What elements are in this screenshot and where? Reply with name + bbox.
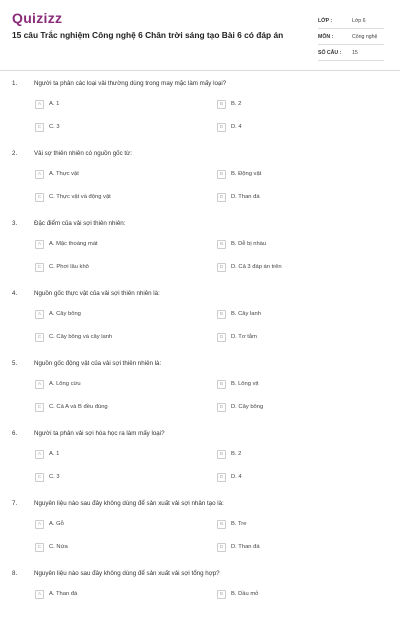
question-text: Người ta phân các loại vải thường dùng trong may mặc làm mấy loại? bbox=[34, 80, 227, 87]
option-c[interactable] bbox=[35, 542, 68, 552]
option-text: B. Động vật bbox=[231, 171, 262, 177]
option-letter-box[interactable]: B bbox=[217, 170, 226, 179]
option-letter-box[interactable]: D bbox=[217, 333, 226, 342]
option-text: C. Cả A và B đều đúng bbox=[49, 404, 108, 410]
option-b[interactable] bbox=[217, 169, 261, 179]
option-letter-box[interactable]: D bbox=[217, 123, 226, 132]
option-c[interactable] bbox=[35, 402, 108, 412]
option-text: D. Cả 3 đáp án trên bbox=[231, 264, 282, 270]
question-number: 3. bbox=[12, 220, 18, 227]
option-letter-box[interactable]: B bbox=[217, 520, 226, 529]
question-text: Nguồn gốc động vật của vải sợi thiên nhiên là: bbox=[34, 360, 162, 367]
option-d[interactable] bbox=[217, 542, 260, 552]
option-letter-box[interactable]: C bbox=[35, 263, 44, 272]
option-letter-box[interactable]: A bbox=[35, 100, 44, 109]
option-text: A. Gỗ bbox=[49, 521, 64, 527]
worksheet-header bbox=[0, 0, 400, 70]
option-letter-box[interactable]: B bbox=[217, 240, 226, 249]
option-c[interactable] bbox=[35, 472, 60, 482]
option-c[interactable] bbox=[35, 332, 112, 342]
question-number: 5. bbox=[12, 360, 18, 367]
option-b[interactable] bbox=[217, 379, 258, 389]
option-letter-box[interactable]: B bbox=[217, 310, 226, 319]
option-letter-box[interactable]: B bbox=[217, 450, 226, 459]
question-text: Vải sợ thiên nhiên có nguồn gốc từ: bbox=[34, 150, 132, 157]
option-b[interactable] bbox=[217, 589, 258, 599]
option-letter-box[interactable]: A bbox=[35, 240, 44, 249]
option-text: A. Mặc thoáng mát bbox=[49, 241, 98, 247]
option-letter-box[interactable]: D bbox=[217, 193, 226, 202]
question-3 bbox=[0, 220, 400, 290]
meta-key: MÔN : bbox=[318, 33, 334, 40]
option-letter-box[interactable]: C bbox=[35, 123, 44, 132]
option-letter-box[interactable]: A bbox=[35, 590, 44, 599]
option-d[interactable] bbox=[217, 472, 242, 482]
meta-row-count bbox=[318, 45, 384, 61]
meta-key: LỚP : bbox=[318, 17, 333, 24]
question-2 bbox=[0, 150, 400, 220]
option-letter-box[interactable]: A bbox=[35, 310, 44, 319]
option-letter-box[interactable]: D bbox=[217, 473, 226, 482]
option-letter-box[interactable]: A bbox=[35, 520, 44, 529]
option-text: A. Lông cừu bbox=[49, 381, 81, 387]
option-a[interactable] bbox=[35, 449, 59, 459]
option-b[interactable] bbox=[217, 99, 241, 109]
question-text: Nguồn gốc thực vật của vải sợi thiên nhiên là: bbox=[34, 290, 160, 297]
question-4 bbox=[0, 290, 400, 360]
header-divider bbox=[0, 70, 400, 71]
option-letter-box[interactable]: D bbox=[217, 543, 226, 552]
option-text: A. Cây bông bbox=[49, 311, 81, 317]
option-letter-box[interactable]: D bbox=[217, 403, 226, 412]
meta-row-class bbox=[318, 13, 384, 29]
option-b[interactable] bbox=[217, 519, 246, 529]
option-c[interactable] bbox=[35, 122, 60, 132]
option-text: C. 3 bbox=[49, 474, 60, 480]
option-text: B. Lông vịt bbox=[231, 381, 259, 387]
option-text: C. 3 bbox=[49, 124, 60, 130]
option-text: A. Thực vật bbox=[49, 171, 79, 177]
option-letter-box[interactable]: C bbox=[35, 333, 44, 342]
option-text: C. Cây bông và cây lanh bbox=[49, 334, 113, 340]
question-number: 8. bbox=[12, 570, 18, 577]
option-a[interactable] bbox=[35, 239, 98, 249]
option-letter-box[interactable]: C bbox=[35, 193, 44, 202]
option-text: B. Dầu mỏ bbox=[231, 591, 259, 597]
question-text: Nguyên liệu nào sau đây không dùng để sản xuất vải sợi tổng hợp? bbox=[34, 570, 220, 577]
option-text: D. Than đá bbox=[231, 544, 260, 550]
option-letter-box[interactable]: C bbox=[35, 473, 44, 482]
option-letter-box[interactable]: B bbox=[217, 100, 226, 109]
option-d[interactable] bbox=[217, 122, 242, 132]
option-text: A. 1 bbox=[49, 451, 60, 457]
option-d[interactable] bbox=[217, 192, 260, 202]
option-text: C. Phơi lâu khô bbox=[49, 264, 89, 270]
question-5 bbox=[0, 360, 400, 430]
option-text: B. 2 bbox=[231, 101, 242, 107]
question-list bbox=[0, 80, 400, 640]
option-letter-box[interactable]: B bbox=[217, 590, 226, 599]
option-c[interactable] bbox=[35, 262, 89, 272]
meta-table bbox=[318, 13, 384, 61]
question-8 bbox=[0, 570, 400, 640]
option-text: A. 1 bbox=[49, 101, 60, 107]
option-letter-box[interactable]: B bbox=[217, 380, 226, 389]
option-text: C. Nứa bbox=[49, 544, 68, 550]
option-b[interactable] bbox=[217, 239, 266, 249]
option-d[interactable] bbox=[217, 332, 257, 342]
question-1 bbox=[0, 80, 400, 150]
option-text: D. Tơ tằm bbox=[231, 334, 257, 340]
question-number: 7. bbox=[12, 500, 18, 507]
option-text: D. 4 bbox=[231, 474, 242, 480]
option-a[interactable] bbox=[35, 169, 79, 179]
option-text: B. Tre bbox=[231, 521, 247, 527]
option-text: D. 4 bbox=[231, 124, 242, 130]
option-a[interactable] bbox=[35, 379, 81, 389]
option-b[interactable] bbox=[217, 449, 241, 459]
option-text: B. Cây lanh bbox=[231, 311, 261, 317]
question-number: 1. bbox=[12, 80, 18, 87]
option-letter-box[interactable]: C bbox=[35, 403, 44, 412]
meta-key: SỐ CÂU : bbox=[318, 49, 342, 56]
option-letter-box[interactable]: D bbox=[217, 263, 226, 272]
question-text: Đặc điểm của vải sợi thiên nhiên: bbox=[34, 220, 126, 227]
page-title: 15 câu Trắc nghiệm Công nghệ 6 Chân trời sáng tạo Bài 6 có đáp án bbox=[12, 30, 284, 40]
option-a[interactable] bbox=[35, 519, 64, 529]
option-d[interactable] bbox=[217, 402, 263, 412]
option-a[interactable] bbox=[35, 589, 77, 599]
meta-row-subject bbox=[318, 29, 384, 45]
question-6 bbox=[0, 430, 400, 500]
meta-value: Công nghệ bbox=[352, 33, 378, 40]
option-text: C. Thực vật và động vật bbox=[49, 194, 111, 200]
option-letter-box[interactable]: C bbox=[35, 543, 44, 552]
quizizz-logo[interactable]: Quizizz bbox=[12, 10, 63, 26]
question-7 bbox=[0, 500, 400, 570]
option-text: B. Dễ bị nhàu bbox=[231, 241, 267, 247]
option-letter-box[interactable]: A bbox=[35, 170, 44, 179]
meta-value: 15 bbox=[352, 49, 358, 56]
option-letter-box[interactable]: A bbox=[35, 450, 44, 459]
question-number: 4. bbox=[12, 290, 18, 297]
question-text: Nguyên liệu nào sau đây không dùng để sản xuất vải sợi nhân tạo là: bbox=[34, 500, 224, 507]
option-d[interactable] bbox=[217, 262, 282, 272]
option-text: D. Cây bông bbox=[231, 404, 264, 410]
option-text: A. Than đá bbox=[49, 591, 78, 597]
option-b[interactable] bbox=[217, 309, 261, 319]
option-text: B. 2 bbox=[231, 451, 242, 457]
question-text: Người ta phân vải sợi hóa học ra làm mấy loại? bbox=[34, 430, 165, 437]
meta-value: Lớp 6 bbox=[352, 17, 366, 24]
question-number: 6. bbox=[12, 430, 18, 437]
option-c[interactable] bbox=[35, 192, 111, 202]
option-letter-box[interactable]: A bbox=[35, 380, 44, 389]
option-text: D. Than đá bbox=[231, 194, 260, 200]
question-number: 2. bbox=[12, 150, 18, 157]
option-a[interactable] bbox=[35, 99, 59, 109]
option-a[interactable] bbox=[35, 309, 81, 319]
